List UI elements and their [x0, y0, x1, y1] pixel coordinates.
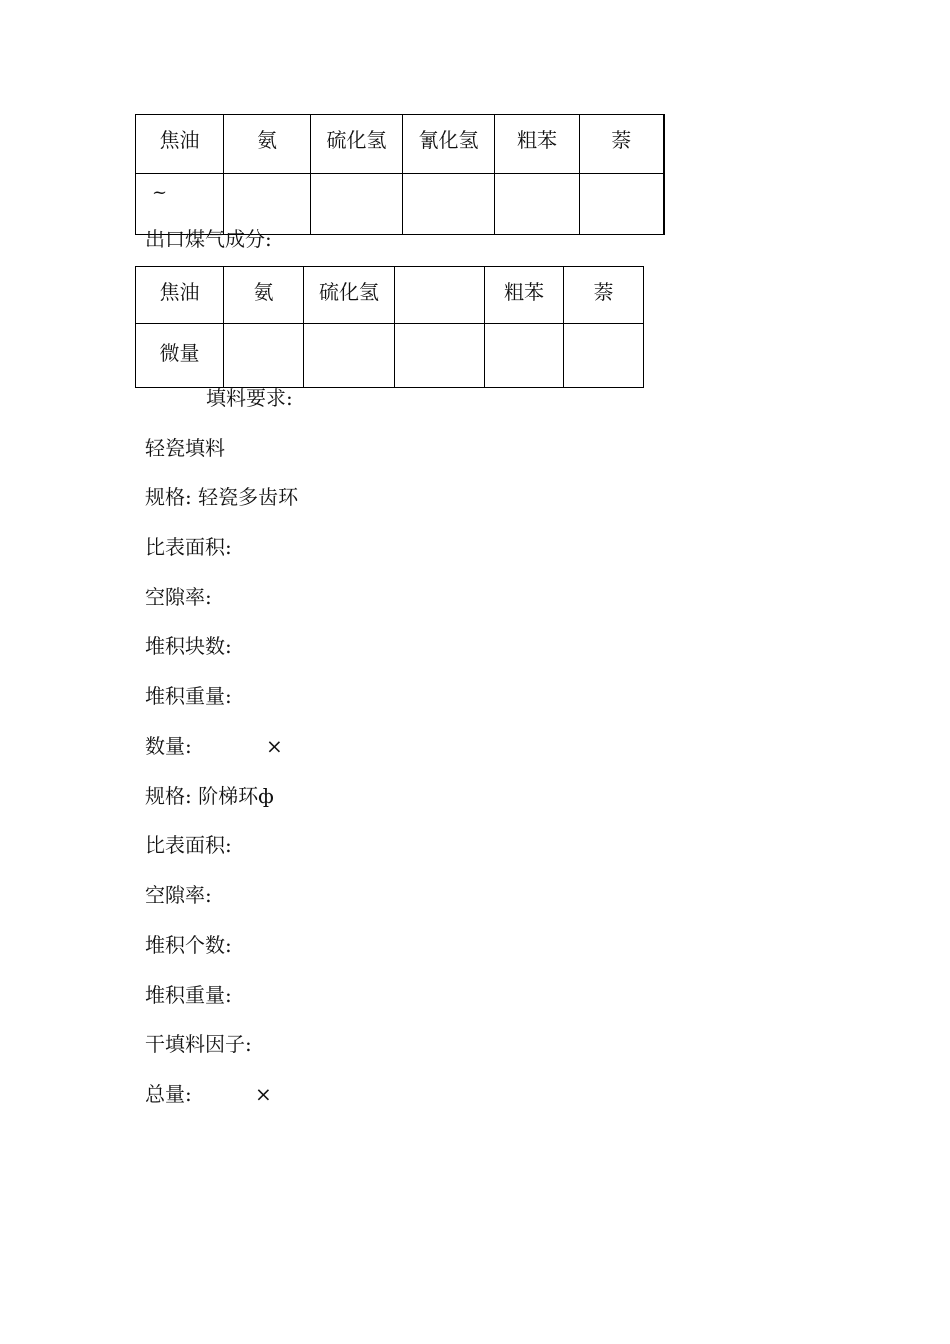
- packing-type: 轻瓷填料: [145, 436, 225, 460]
- total-multiply-sign: ×: [255, 1082, 272, 1106]
- quantity-label: 数量:: [145, 734, 192, 758]
- header-cell-crude-benzene: 粗苯: [485, 267, 564, 324]
- pile-count-line: 堆积块数:: [145, 634, 232, 658]
- header-cell-ammonia: 氨: [224, 267, 304, 324]
- pile-weight-line: 堆积重量:: [145, 684, 232, 708]
- table-header-row: [136, 115, 664, 174]
- header-cell-naphthalene: 萘: [580, 115, 664, 174]
- table-row: [136, 174, 664, 235]
- table-header-row: [136, 267, 644, 324]
- header-cell-hydrogen-sulfide: 硫化氢: [311, 115, 403, 174]
- table-row: [136, 324, 644, 388]
- surface-area-line: 比表面积:: [145, 833, 232, 857]
- value-cell-naphthalene: [564, 324, 644, 388]
- pile-weight-line: 堆积重量:: [145, 983, 232, 1007]
- value-cell-hydrogen-sulfide: [304, 324, 395, 388]
- value-cell-tar: ~: [136, 174, 224, 235]
- void-ratio-line: 空隙率:: [145, 883, 212, 907]
- value-cell-ammonia: [224, 174, 311, 235]
- header-cell-hydrogen-sulfide: 硫化氢: [304, 267, 395, 324]
- header-cell-tar: 焦油: [136, 115, 224, 174]
- value-cell-crude-benzene: [495, 174, 580, 235]
- value-cell-ammonia: [224, 324, 304, 388]
- dry-packing-factor-line: 干填料因子:: [145, 1032, 252, 1056]
- value-cell-naphthalene: [580, 174, 664, 235]
- header-cell-hydrogen-cyanide: 氰化氢: [403, 115, 495, 174]
- outlet-gas-composition-table: [135, 266, 644, 388]
- header-cell-tar: 焦油: [136, 267, 224, 324]
- outlet-heading: 出口煤气成分:: [145, 227, 272, 251]
- header-cell-crude-benzene: 粗苯: [495, 115, 580, 174]
- quantity-multiply-sign: ×: [266, 734, 283, 758]
- header-cell-blank: [395, 267, 485, 324]
- value-cell-blank: [395, 324, 485, 388]
- void-ratio-line: 空隙率:: [145, 585, 212, 609]
- header-cell-naphthalene: 萘: [564, 267, 644, 324]
- value-cell-hydrogen-sulfide: [311, 174, 403, 235]
- spec-line-step-ring: 规格: 阶梯环ф: [145, 784, 274, 808]
- surface-area-line: 比表面积:: [145, 535, 232, 559]
- total-label: 总量:: [145, 1082, 192, 1106]
- header-cell-ammonia: 氨: [224, 115, 311, 174]
- value-cell-crude-benzene: [485, 324, 564, 388]
- value-cell-tar: 微量: [136, 324, 224, 388]
- inlet-gas-composition-table: [135, 114, 665, 235]
- spec-line-ceramic-ring: 规格: 轻瓷多齿环: [145, 485, 299, 509]
- value-cell-hydrogen-cyanide: [403, 174, 495, 235]
- pile-count-line: 堆积个数:: [145, 933, 232, 957]
- packing-requirements-title: 填料要求:: [206, 386, 293, 410]
